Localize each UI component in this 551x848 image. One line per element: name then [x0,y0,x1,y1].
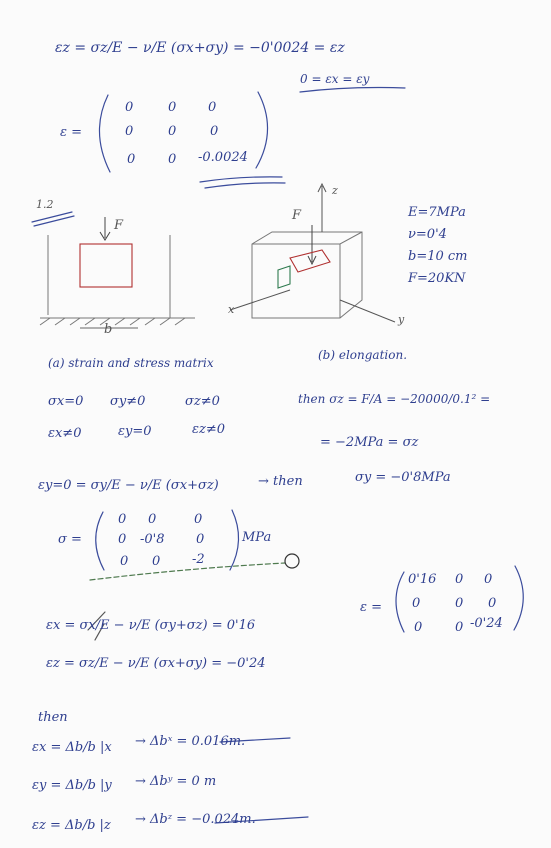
cond-sy: σy≠0 [110,394,146,409]
given-f: F=20KN [408,271,466,286]
ez-equation-2: εz = σz/E − ν/E (σx+σy) = −0'24 [46,656,266,671]
elongation-y-eq: εy = Δb/b |y [32,778,112,793]
elongation-x-eq: εx = Δb/b |x [32,740,112,755]
elongation-z-eq: εz = Δb/b |z [32,818,111,833]
matrix-cell: 0 [194,512,203,527]
matrix-cell: 0 [125,100,134,115]
matrix-cell: -2 [192,552,205,567]
cond-ex: εx≠0 [48,426,82,441]
matrix-cell: 0 [168,124,177,139]
ey-then: → then [258,474,303,489]
part-b-label: (b) elongation. [318,348,408,362]
stress-unit: MPa [242,530,272,545]
ey-equation: εy=0 = σy/E − ν/E (σx+σz) [38,478,219,493]
matrix-cell: 0 [455,620,464,635]
matrix-cell: -0.0024 [198,150,248,165]
problem-label: 1.2 [36,198,54,211]
stress-matrix-symbol: σ = [58,532,82,547]
axis-y-label: y [398,313,405,326]
matrix-cell: 0 [118,532,127,547]
cond-sz: σz≠0 [185,394,220,409]
matrix-cell: 0 [484,572,493,587]
matrix-cell: 0 [455,572,464,587]
matrix-cell: 0 [125,124,134,139]
matrix-cell: 0 [208,100,217,115]
elongation-z-result: → Δbᶻ = −0.024m. [135,812,256,827]
strain-matrix-1-symbol: ε = [60,125,83,140]
cond-ey: εy=0 [118,424,152,439]
matrix-cell: 0 [168,100,177,115]
matrix-cell: 0'16 [408,572,437,587]
given-e: E=7MPa [408,205,466,220]
ez-equation-1: εz = σz/E − ν/E (σx+σy) = −0'0024 = εz [55,40,345,56]
given-b: b=10 cm [408,249,468,264]
matrix-cell: -0'8 [140,532,165,547]
force-label: F [114,218,124,233]
matrix-cell: 0 [196,532,205,547]
elongation-x-result: → Δbˣ = 0.016m. [135,734,246,749]
matrix-cell: 0 [120,554,129,569]
elongation-y-result: → Δbʸ = 0 m [135,774,217,789]
matrix-cell: 0 [118,512,127,527]
axis-z-label: z [332,184,338,197]
matrix-cell: 0 [455,596,464,611]
cond-ez: εz≠0 [192,422,225,437]
part-a-label: (a) strain and stress matrix [48,356,214,370]
axis-x-label: x [228,303,235,316]
cond-sx: σx=0 [48,394,84,409]
ex-equation: εx = σx/E − ν/E (σy+σz) = 0'16 [46,618,256,633]
matrix-cell: 0 [152,554,161,569]
matrix-cell: 0 [210,124,219,139]
sigma-z-result: = −2MPa = σz [320,435,419,450]
matrix-cell: 0 [168,152,177,167]
sigma-y-result: σy = −0'8MPa [355,470,451,485]
force-label-3d: F [292,208,302,223]
matrix-cell: 0 [412,596,421,611]
matrix-cell: 0 [414,620,423,635]
matrix-cell: 0 [127,152,136,167]
matrix-cell: -0'24 [470,616,503,631]
matrix-cell: 0 [488,596,497,611]
strain-matrix-2-symbol: ε = [360,600,383,615]
width-label: b [104,322,113,337]
sigma-z-calc: then σz = F/A = −20000/0.1² = [298,392,491,406]
given-nu: ν=0'4 [408,227,447,242]
ex-ey-zero-note: 0 = εx = εy [300,72,370,86]
then-label: then [38,710,68,725]
matrix-cell: 0 [148,512,157,527]
